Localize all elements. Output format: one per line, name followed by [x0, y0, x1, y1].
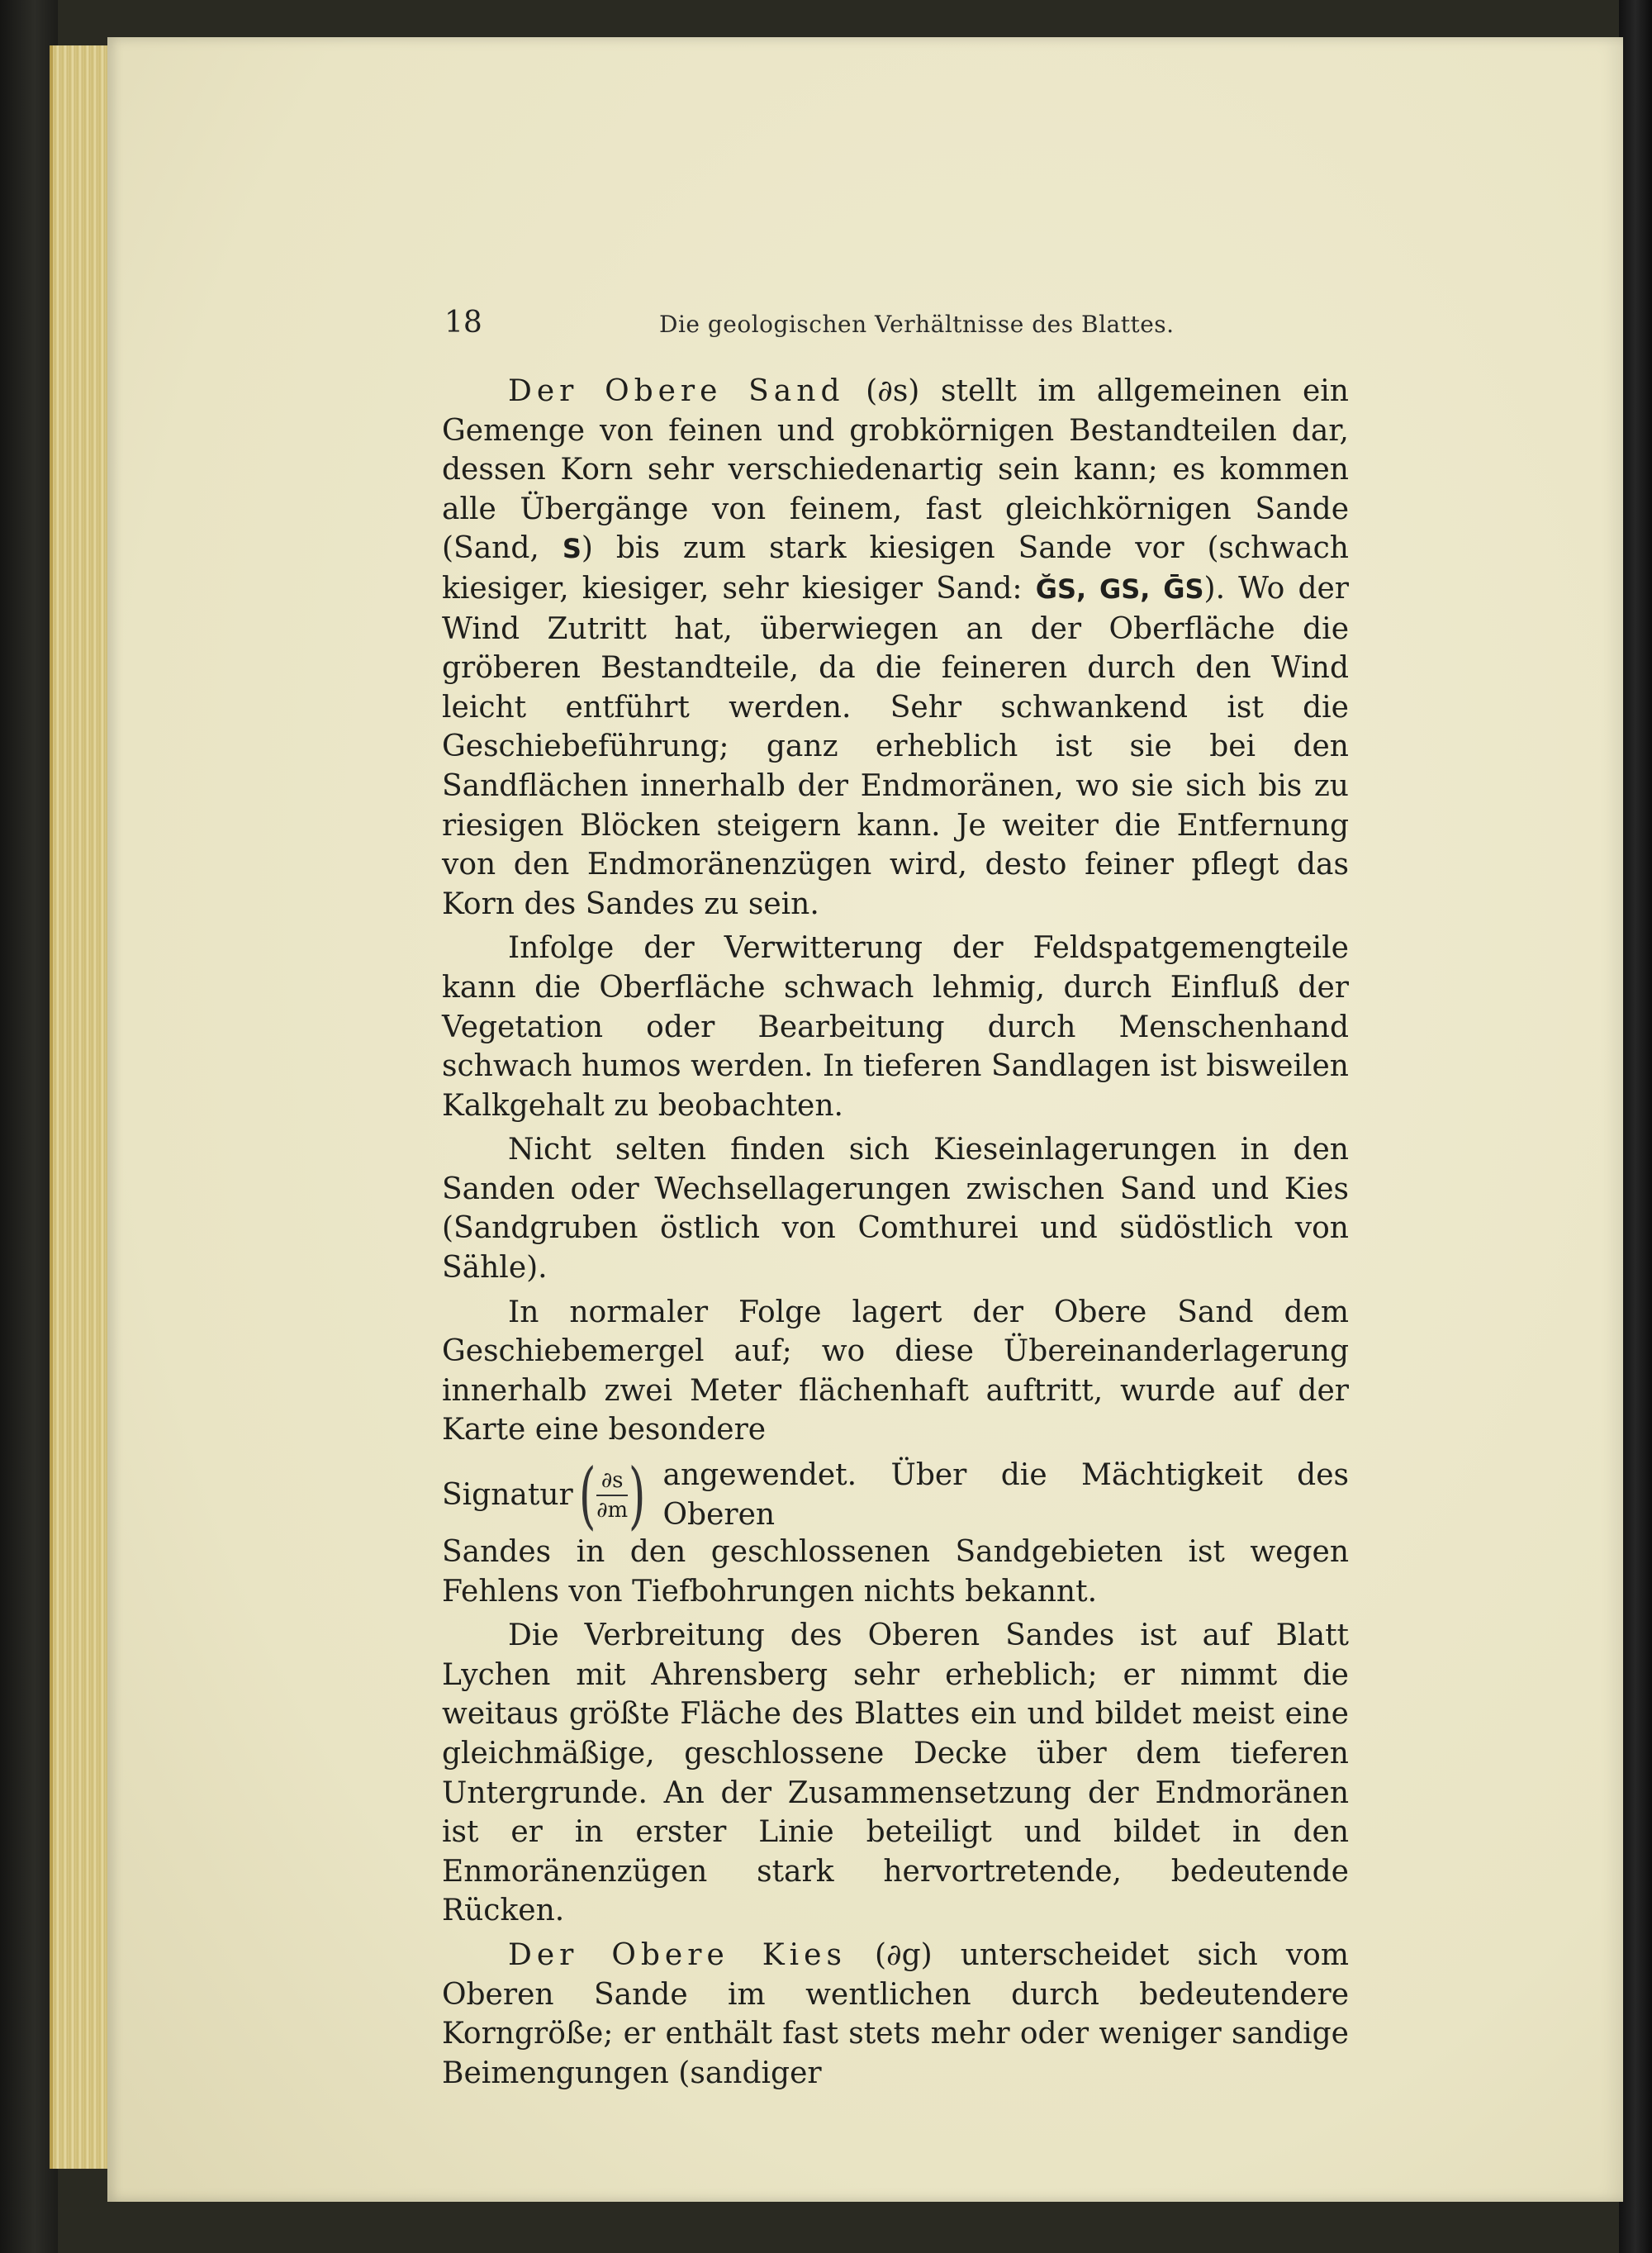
symbol-og: (∂g) [874, 1937, 933, 1972]
paragraph-obere-kies: Der Obere Kies (∂g) unterscheidet sich vom Oberen Sande im wentlichen durch bedeutendere Korngröße; er enthält fast stets mehr oder weniger sandige Beimengungen (sandiger [442, 1937, 1349, 2090]
fraction-bar [596, 1495, 628, 1496]
paren-right: ) [629, 1452, 646, 1538]
paragraph-kieseinlagerungen: Nicht selten finden sich Kieseinlagerungen in den Sanden oder Wechsellagerungen zwischen Sand und Kies (Sandgruben östlich von Comthurei und südöstlich von Sähle). [442, 1133, 1349, 1286]
paragraph-folge-cont: Sandes in den geschlossenen Sandgebieten ist wegen Fehlens von Tiefbohrungen nichts bekannt. [442, 1535, 1349, 1609]
signatur-fraction [596, 1468, 628, 1523]
page-number: 18 [444, 306, 482, 340]
paragraph-verbreitung: Die Verbreitung des Oberen Sandes ist auf Blatt Lychen mit Ahrensberg sehr erheblich; er nimmt die weitaus größte Fläche des Blattes ein und bildet meist eine gleichmäßige, geschlossene Decke über dem tieferen Untergrunde. An der Zusammensetzung der Endmoränen ist er in erster Linie beteiligt und bildet in den Enmoränenzügen stark hervortretende, bedeutende Rücken. [442, 1618, 1349, 1928]
fraction-top: ∂s [601, 1468, 624, 1494]
symbol-os: (∂s) [866, 374, 920, 408]
paragraph-verwitterung: Infolge der Verwitterung der Feldspatgemengteile kann die Oberfläche schwach lehmig, durch Einfluß der Vegetation oder Bearbeitung durch Menschenhand schwach humos werden. In tieferen Sandlagen ist bisweilen Kalkgehalt zu beobachten. [442, 931, 1349, 1123]
running-head: Die geologischen Verhältnisse des Blattes. [659, 311, 1175, 338]
body-text [442, 372, 1349, 2098]
term-obere-kies: Der Obere Kies [508, 1937, 847, 1972]
symbol-s: S [562, 533, 582, 565]
signatur-line: Signatur ( $\frac{\partial s}{\partial m}$ ) angewendet. Über die Mächtigkeit des Oberen [442, 1452, 1349, 1538]
paragraph-folge: In normaler Folge lagert der Obere Sand dem Geschiebemergel auf; wo diese Übereinanderlagerung innerhalb zwei Meter flächenhaft auftritt, wurde auf der Karte eine besondere [442, 1295, 1349, 1447]
term-obere-sand: Der Obere Sand [508, 374, 845, 408]
symbol-gs-variants: ĞS, GS, ḠS [1035, 573, 1204, 605]
fraction-bottom: ∂m [596, 1498, 629, 1523]
paren-left: ( [578, 1452, 596, 1538]
page-header [444, 306, 1353, 347]
paragraph-obere-sand: Der Obere Sand (∂s) stellt im allgemeinen ein Gemenge von feinen und grobkörnigen Bestandteilen dar, dessen Korn sehr verschiedenartig sein kann; es kommen alle Übergänge von feinem, fast gleichkörnigen Sande (Sand, S) bis zum stark kiesigen Sande vor (schwach kiesiger, kiesiger, sehr kiesiger Sand: ĞS, GS, ḠS). Wo der Wind Zutritt hat, überwiegen an der Oberfläche die gröberen Bestandteile, da die feineren durch den Wind leicht entführt werden. Sehr schwankend ist die Geschiebeführung; ganz erheblich ist sie bei den Sandflächen innerhalb der Endmoränen, wo sie sich bis zu riesigen Blöcken steigern kann. Je weiter die Entfernung von den Endmoränenzügen wird, desto feiner pflegt das Korn des Sandes zu sein. [442, 374, 1350, 921]
book-cover-right [1619, 0, 1652, 2253]
signatur-label: Signatur [442, 1478, 573, 1513]
